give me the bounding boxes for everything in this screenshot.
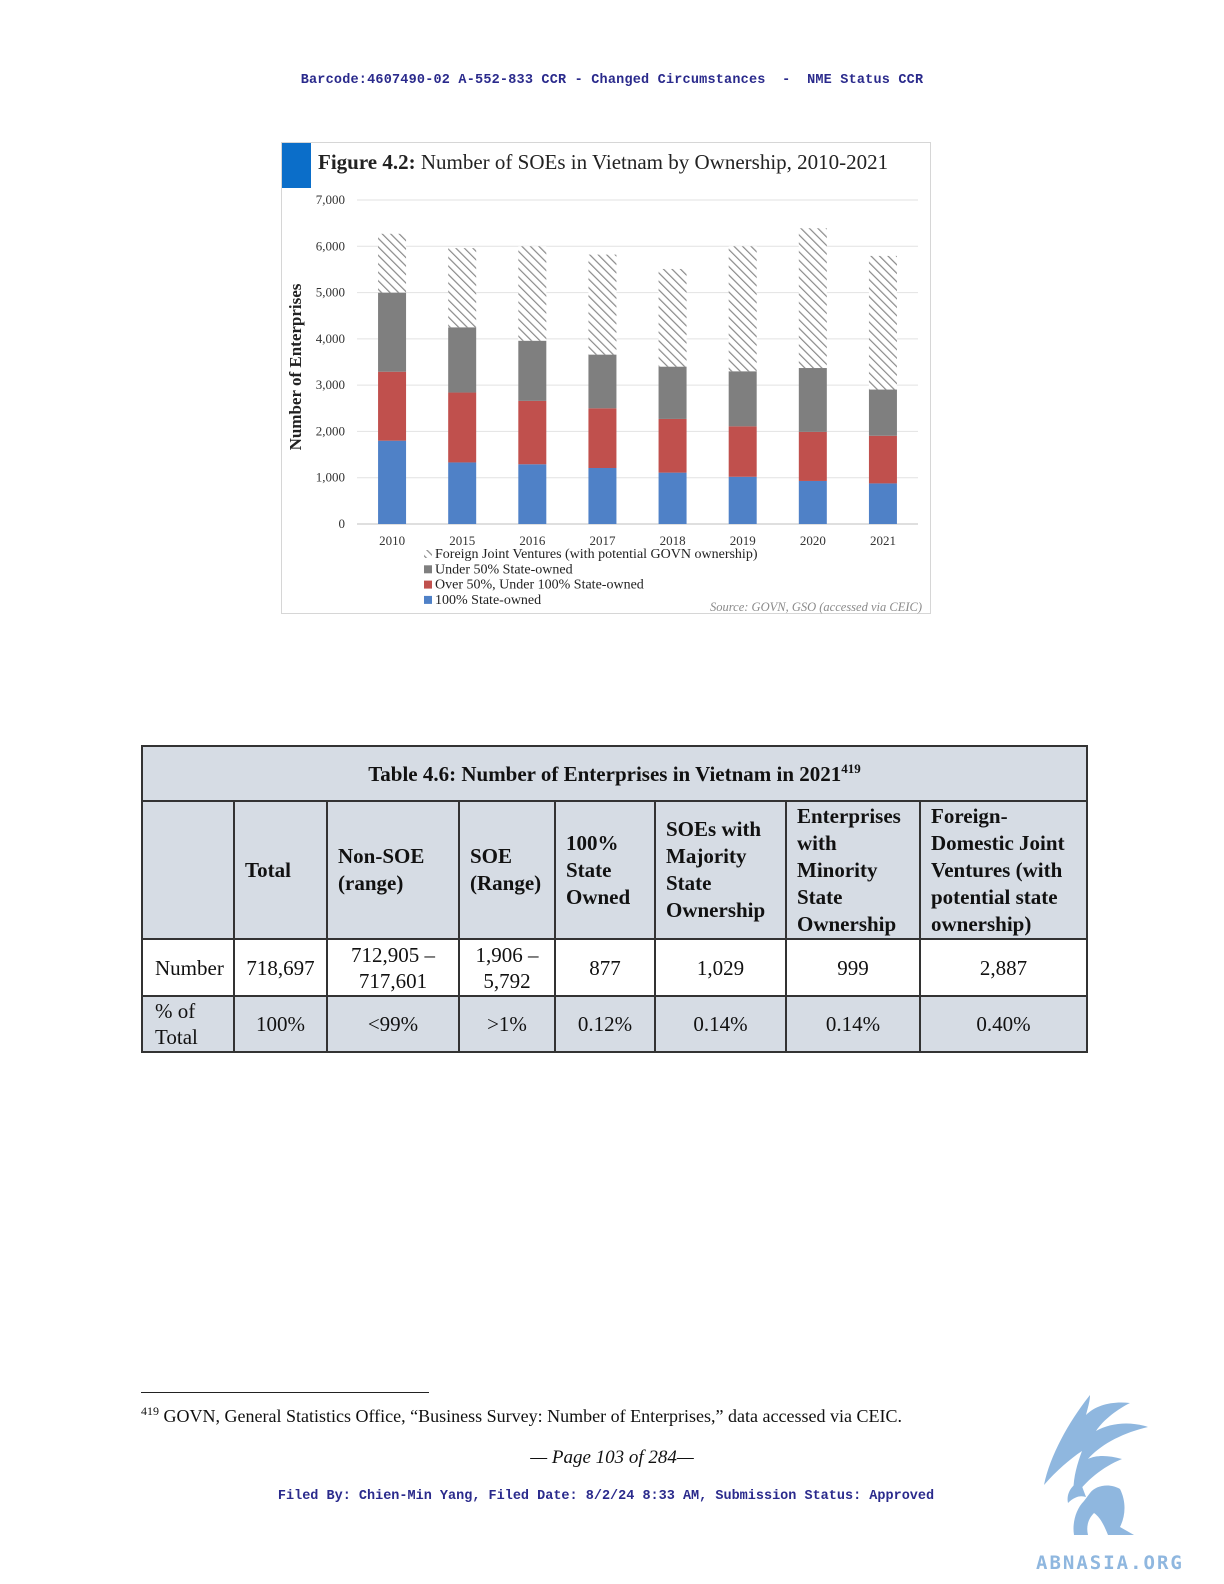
bar-segment <box>659 473 687 524</box>
bar-segment <box>588 468 616 524</box>
bar-segment <box>869 483 897 524</box>
x-tick-label: 2018 <box>659 533 686 548</box>
table-row <box>142 939 1087 996</box>
bar-segment <box>729 371 757 426</box>
cell-joint-ventures: 2,887 <box>920 939 1087 996</box>
bar-segment <box>588 255 616 355</box>
table-title-text: Table 4.6: Number of Enterprises in Vietnam in 2021 <box>368 761 842 786</box>
legend-swatch <box>424 596 432 604</box>
bar-segment <box>378 234 406 293</box>
cell-pct-soe: >1% <box>459 996 555 1052</box>
y-tick-label: 6,000 <box>315 238 345 254</box>
y-axis-title: Number of Enterprises <box>286 283 305 451</box>
footnote-divider <box>141 1392 429 1393</box>
cell-soe <box>459 939 555 996</box>
bar-segment <box>378 293 406 372</box>
cell-pct-majority: 0.14% <box>655 996 786 1052</box>
y-tick-label: 5,000 <box>315 284 345 300</box>
cell-soe-high: 5,792 <box>483 968 531 993</box>
cell-total: 718,697 <box>234 939 327 996</box>
row-label-pct-b: Total <box>155 1025 198 1049</box>
cell-minority: 999 <box>786 939 920 996</box>
header-non-soe: Non-SOE (range) <box>327 801 459 939</box>
cell-soe-low: 1,906 – <box>475 942 539 967</box>
cell-state-owned: 877 <box>555 939 655 996</box>
cell-non-soe-low: 712,905 – <box>351 942 435 967</box>
header-joint-ventures: Foreign-Domestic Joint Ventures (with potential state ownership) <box>920 801 1087 939</box>
bar-segment <box>799 228 827 368</box>
figure-title-text: Number of SOEs in Vietnam by Ownership, 2010-2021 <box>415 150 889 174</box>
header-soe: SOE (Range) <box>459 801 555 939</box>
header-total: Total <box>234 801 327 939</box>
header-barcode-line: Barcode:4607490-02 A-552-833 CCR - Changed Circumstances - NME Status CCR <box>300 73 924 88</box>
legend-swatch <box>424 565 432 573</box>
enterprises-table <box>141 745 1088 1053</box>
y-tick-label: 1,000 <box>315 469 345 485</box>
bar-segment <box>869 390 897 436</box>
bar-segment <box>799 481 827 524</box>
bar-segment <box>869 256 897 390</box>
cell-pct-joint-ventures: 0.40% <box>920 996 1087 1052</box>
bar-segment <box>518 246 546 340</box>
y-tick-label: 4,000 <box>315 330 345 346</box>
x-tick-label: 2019 <box>729 533 756 548</box>
cell-non-soe-high: 717,601 <box>358 968 428 993</box>
legend-label: Under 50% State-owned <box>435 562 573 578</box>
bar-segment <box>448 248 476 327</box>
x-tick-label: 2020 <box>799 533 826 548</box>
cell-majority: 1,029 <box>655 939 786 996</box>
bar-segment <box>448 327 476 392</box>
header-minority: Enterprises with Minority State Ownership <box>786 801 920 939</box>
bar-segment <box>518 341 546 401</box>
cell-pct-minority: 0.14% <box>786 996 920 1052</box>
header-blank <box>142 801 234 939</box>
legend-swatch <box>424 581 432 589</box>
bar-segment <box>869 436 897 484</box>
bar-segment <box>588 355 616 409</box>
legend-label: Foreign Joint Ventures (with potential GOVN ownership) <box>435 547 758 562</box>
x-tick-label: 2016 <box>519 533 546 548</box>
bar-segment <box>659 419 687 473</box>
bar-segment <box>729 477 757 524</box>
x-tick-label: 2021 <box>869 533 896 548</box>
bar-segment <box>378 441 406 524</box>
bar-segment <box>588 408 616 468</box>
figure-source: Source: GOVN, GSO (accessed via CEIC) <box>710 600 922 614</box>
bar-segment <box>729 246 757 371</box>
row-label-number: Number <box>142 939 234 996</box>
y-tick-label: 0 <box>338 516 345 531</box>
griffin-logo-icon <box>1030 1385 1180 1550</box>
footnote-number: 419 <box>141 1404 159 1418</box>
bar-segment <box>448 462 476 524</box>
table-title-footnote-ref: 419 <box>841 760 861 776</box>
cell-non-soe <box>327 939 459 996</box>
bar-segment <box>659 367 687 419</box>
bar-segment <box>518 464 546 524</box>
header-majority: SOEs with Majority State Ownership <box>655 801 786 939</box>
cell-pct-state-owned: 0.12% <box>555 996 655 1052</box>
bar-segment <box>518 401 546 464</box>
legend-label: 100% State-owned <box>435 592 542 608</box>
row-label-pct-a: % of <box>155 999 196 1023</box>
x-tick-label: 2015 <box>449 533 476 548</box>
y-tick-label: 3,000 <box>315 377 345 393</box>
y-tick-label: 7,000 <box>315 192 345 207</box>
filed-by-line: Filed By: Chien-Min Yang, Filed Date: 8/2/24 8:33 AM, Submission Status: Approved <box>277 1489 935 1504</box>
header-state-owned: 100% State Owned <box>555 801 655 939</box>
footnote <box>141 1404 902 1427</box>
bar-segment <box>729 426 757 476</box>
footnote-text: GOVN, General Statistics Office, “Business Survey: Number of Enterprises,” data accessed via CEIC. <box>159 1406 902 1426</box>
bar-segment <box>799 368 827 432</box>
bar-segment <box>659 269 687 367</box>
legend-swatch <box>424 550 432 558</box>
table-title <box>142 746 1087 801</box>
bar-segment <box>448 393 476 463</box>
page-number: — Page 103 of 284— <box>530 1447 694 1468</box>
watermark-text: ABNASIA.ORG <box>1036 1552 1184 1574</box>
cell-pct-total: 100% <box>234 996 327 1052</box>
y-tick-label: 2,000 <box>315 423 345 439</box>
row-label-pct <box>142 996 234 1052</box>
cell-pct-non-soe: <99% <box>327 996 459 1052</box>
bar-segment <box>378 372 406 441</box>
legend-label: Over 50%, Under 100% State-owned <box>435 577 644 593</box>
x-tick-label: 2017 <box>589 533 616 548</box>
x-tick-label: 2010 <box>379 533 406 548</box>
figure-title-label: Figure 4.2: <box>318 150 416 174</box>
soe-ownership-chart <box>281 142 929 614</box>
table-row <box>142 996 1087 1052</box>
bar-segment <box>799 432 827 481</box>
